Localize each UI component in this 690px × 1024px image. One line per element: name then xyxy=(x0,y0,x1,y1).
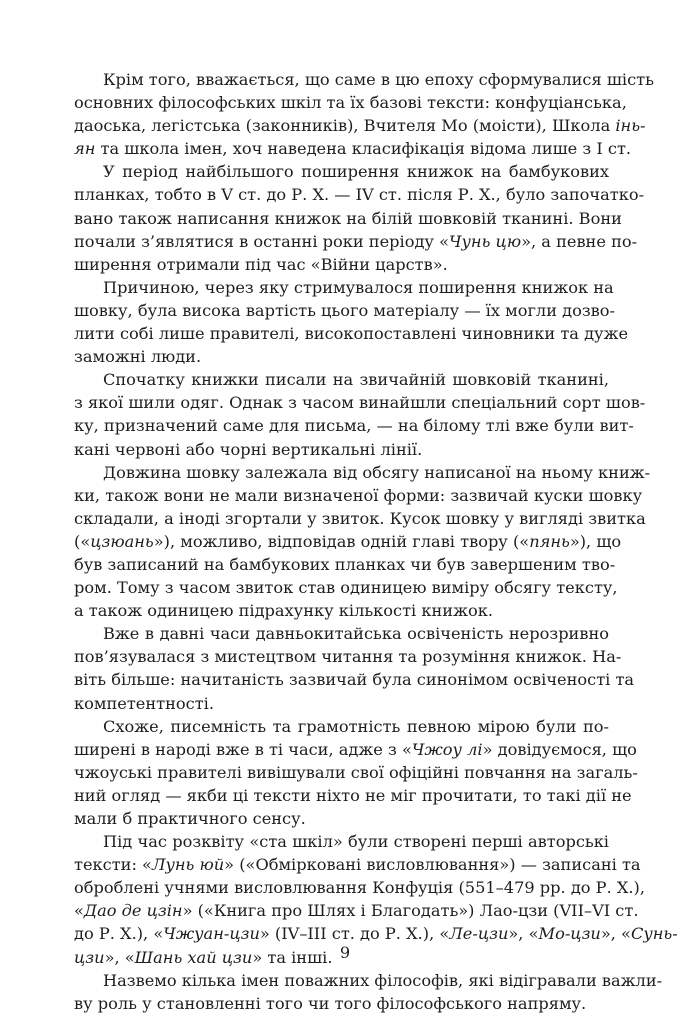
text-run: », а певне по- xyxy=(521,231,638,251)
text-run: Причиною, через яку стримувалося поширення книжок на xyxy=(103,277,614,297)
text-run: », « xyxy=(104,947,135,967)
text-run: Вже в давні часи давньокитайська освіченість нерозривно xyxy=(103,624,609,644)
text-run: », « xyxy=(600,924,631,944)
body-text xyxy=(74,68,678,1015)
text-line xyxy=(74,461,651,484)
text-run: Схоже, писемність та грамотність певною мірою були по- xyxy=(103,716,609,736)
text-line xyxy=(74,160,609,183)
italic-term: Чжоу лі xyxy=(411,739,483,759)
paragraph xyxy=(74,68,654,160)
italic-term: цзюань xyxy=(90,531,154,551)
text-line xyxy=(74,784,632,807)
text-run: У період найбільшого поширення книжок на бамбукових xyxy=(103,162,609,182)
text-run: пов’язувалася з мистецтвом читання та розуміння книжок. На- xyxy=(74,647,622,667)
italic-term: інь- xyxy=(615,116,646,136)
italic-term: Мо-цзи xyxy=(538,924,601,944)
text-run: » та інші. xyxy=(252,947,333,967)
text-run: чжоуські правителі вивішували свої офіційні повчання на загаль- xyxy=(74,762,638,782)
text-run: ку, призначений саме для письма, — на білому тлі вже були вит- xyxy=(74,416,634,436)
text-line xyxy=(74,761,638,784)
text-line xyxy=(74,599,609,622)
paragraph xyxy=(74,160,645,275)
text-run: лити собі лише правителі, високопоставлені чиновники та дуже xyxy=(74,324,629,344)
text-run: Назвемо кілька імен поважних філософів, які відігравали важли- xyxy=(103,970,663,990)
text-run: « xyxy=(74,901,84,921)
text-run: » («Книга про Шлях і Благодать») Лао-цзи (VII–VI ст. xyxy=(182,901,639,921)
text-run: мали б практичного сенсу. xyxy=(74,809,306,828)
text-line xyxy=(74,969,663,992)
text-line xyxy=(74,322,629,345)
text-line xyxy=(74,91,627,114)
text-line xyxy=(74,137,632,160)
italic-term: Ле-цзи xyxy=(449,924,509,944)
text-line xyxy=(74,230,638,253)
text-run: з якої шили одяг. Однак з часом винайшли спеціальний сорт шов- xyxy=(74,393,646,413)
text-line xyxy=(74,530,622,553)
italic-term: Чжуан-цзи xyxy=(163,924,260,944)
text-line xyxy=(74,553,616,576)
text-run: заможні люди. xyxy=(74,347,202,367)
text-run: Крім того, вважається, що саме в цю епоху сформувалися шість xyxy=(103,70,654,89)
text-run: ширені в народі вже в ті часи, адже з « xyxy=(74,739,412,759)
italic-term: цзи xyxy=(74,947,105,967)
text-line xyxy=(74,114,646,137)
text-run: а також одиницею підрахунку кількості книжок. xyxy=(74,601,493,621)
text-run: шовку, була висока вартість цього матеріалу — їх могли дозво- xyxy=(74,300,616,320)
paragraph xyxy=(74,276,629,368)
text-run: почали з’являтися в останні роки періоду « xyxy=(74,231,449,251)
text-line xyxy=(74,484,643,507)
text-line xyxy=(74,992,609,1015)
italic-term: Лунь юй xyxy=(151,855,225,875)
italic-term: Сунь- xyxy=(630,924,678,944)
italic-term: Чунь цю xyxy=(449,231,522,251)
page-number: 9 xyxy=(339,943,351,962)
text-run: тексти: « xyxy=(74,855,152,875)
text-line xyxy=(74,668,635,691)
text-line xyxy=(74,692,609,715)
text-run: кані червоні або чорні вертикальні лінії. xyxy=(74,439,423,459)
italic-term: Шань хай цзи xyxy=(134,947,253,967)
text-line xyxy=(74,391,646,414)
text-run: та школа імен, хоч наведена класифікація відома лише з І ст. xyxy=(95,139,632,159)
text-run: » довідуємося, що xyxy=(482,739,637,759)
text-line xyxy=(74,507,646,530)
text-run: ву роль у становленні того чи того філософського напряму. xyxy=(74,993,587,1013)
text-line xyxy=(74,299,616,322)
paragraph xyxy=(74,461,651,623)
text-line xyxy=(74,414,634,437)
text-run: ний огляд — якби ці тексти ніхто не міг прочитати, то такі дії не xyxy=(74,785,632,805)
text-run: Спочатку книжки писали на звичайній шовковій тканині, xyxy=(103,370,609,390)
text-line xyxy=(74,807,609,830)
italic-term: пянь xyxy=(529,531,570,551)
text-run: » (IV–III ст. до Р. Х.), « xyxy=(259,924,450,944)
text-run: планках, тобто в V ст. до Р. Х. — IV ст. після Р. Х., було започатко- xyxy=(74,185,645,205)
text-line xyxy=(74,645,622,668)
italic-term: ян xyxy=(74,139,96,159)
text-run: » («Обмірковані висловлювання») — записані та xyxy=(224,855,641,875)
text-run: ширення отримали під час «Війни царств». xyxy=(74,254,448,274)
text-run: ром. Тому з часом звиток став одиницею виміру обсягу тексту, xyxy=(74,578,618,598)
text-line xyxy=(74,899,639,922)
text-run: до Р. Х.), « xyxy=(74,924,164,944)
paragraph xyxy=(74,969,663,1015)
text-run: складали, а іноді згортали у звиток. Кусок шовку у вигляді звитка xyxy=(74,508,646,528)
text-line xyxy=(74,876,645,899)
text-run: ки, також вони не мали визначеної форми: зазвичай куски шовку xyxy=(74,485,643,505)
text-run: оброблені учнями висловлювання Конфуція (551–479 рр. до Р. Х.), xyxy=(74,878,645,898)
text-run: »), можливо, відповідав одній главі твору (« xyxy=(153,531,530,551)
paragraph xyxy=(74,622,635,714)
text-run: Довжина шовку залежала від обсягу написаної на ньому книж- xyxy=(103,462,651,482)
text-run: », « xyxy=(508,924,539,944)
text-line xyxy=(74,438,609,461)
text-line xyxy=(74,183,645,206)
text-line xyxy=(74,576,618,599)
italic-term: Дао де цзін xyxy=(83,901,183,921)
text-line xyxy=(74,345,609,368)
text-run: Під час розквіту «ста шкіл» були створені перші авторські xyxy=(103,832,609,852)
text-run: (« xyxy=(74,531,91,551)
text-run: даоська, легістська (законників), Вчителя Мо (моісти), Школа xyxy=(74,116,616,136)
text-line xyxy=(74,207,622,230)
paragraph xyxy=(74,715,638,830)
text-run: »), що xyxy=(569,531,622,551)
text-line xyxy=(74,68,654,91)
text-line xyxy=(74,853,641,876)
text-line xyxy=(74,830,609,853)
text-line xyxy=(74,622,609,645)
text-line xyxy=(74,738,637,761)
text-run: був записаний на бамбукових планках чи був завершеним тво- xyxy=(74,554,616,574)
text-line xyxy=(74,368,609,391)
text-line xyxy=(74,276,614,299)
text-line xyxy=(74,253,609,276)
text-run: вано також написання книжок на білій шовковій тканині. Вони xyxy=(74,208,622,228)
text-run: компетентності. xyxy=(74,693,214,713)
paragraph xyxy=(74,368,646,460)
text-run: віть більше: начитаність зазвичай була синонімом освіченості та xyxy=(74,670,635,690)
text-run: основних філософських шкіл та їх базові тексти: конфуціанська, xyxy=(74,93,627,113)
text-line xyxy=(74,715,609,738)
